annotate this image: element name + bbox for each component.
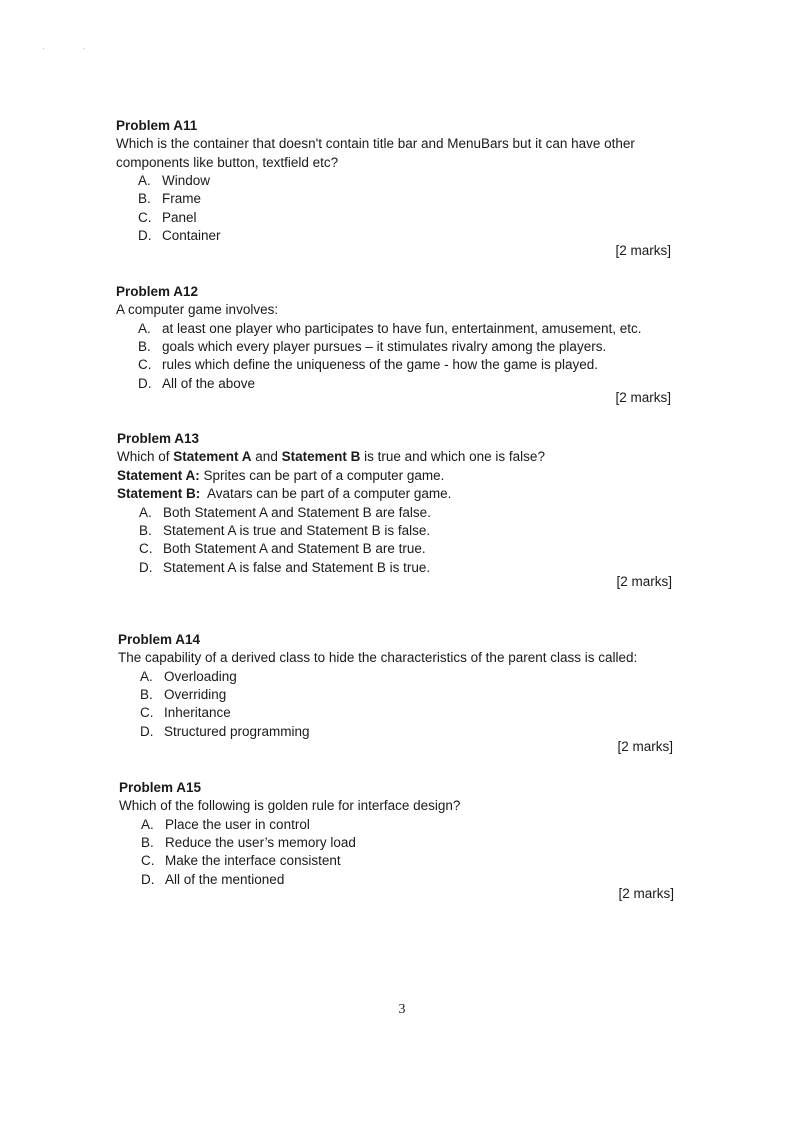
question-text: Which is the container that doesn't contain title bar and MenuBars but it can have other [116, 136, 635, 151]
problem-title: Problem A11 [116, 118, 198, 133]
option-item [139, 540, 677, 558]
option-letter: C. [140, 705, 154, 721]
question-mid: and [251, 449, 282, 464]
option-letter: D. [139, 559, 153, 575]
option-letter: D. [138, 375, 152, 391]
option-text: Panel [162, 209, 197, 225]
option-item [138, 172, 676, 190]
option-item [141, 834, 679, 852]
option-text: goals which every player pursues – it stimulates rivalry among the players. [162, 338, 607, 354]
statement-b [117, 485, 677, 504]
option-letter: B. [141, 834, 154, 850]
statement-text: Sprites can be part of a computer game. [199, 467, 445, 483]
question-suffix: is true and which one is false? [360, 449, 545, 464]
problem-a13 [117, 430, 677, 577]
option-text: Make the interface consistent [165, 853, 341, 869]
question-prefix: Which of [117, 449, 174, 464]
problem-a11 [116, 117, 676, 246]
option-item [141, 816, 679, 834]
scan-specks: ·· [42, 44, 124, 53]
problem-title: Problem A15 [119, 780, 202, 795]
option-text: Reduce the user’s memory load [165, 834, 356, 850]
statement-label: Statement A: [117, 467, 200, 483]
problem-title: Problem A12 [116, 284, 199, 299]
page-number: 3 [398, 1002, 406, 1017]
problem-a15 [119, 779, 679, 889]
question-text: The capability of a derived class to hide the characteristics of the parent class is called: [118, 650, 638, 665]
problem-a12 [116, 283, 696, 393]
option-letter: A. [138, 173, 151, 188]
statement-label: Statement B: [117, 486, 201, 501]
option-text: Statement A is true and Statement B is false. [163, 522, 431, 538]
option-letter: C. [138, 209, 152, 225]
option-text: Structured programming [164, 723, 310, 739]
option-text: Both Statement A and Statement B are false. [163, 504, 431, 520]
option-letter: A. [138, 320, 151, 336]
option-text: Frame [162, 191, 202, 207]
question-text: components like button, textfield etc? [116, 154, 339, 170]
marks-label: [2 marks] [617, 739, 673, 754]
option-item [140, 686, 698, 704]
option-letter: A. [140, 668, 153, 684]
option-item [139, 522, 677, 540]
marks-label: [2 marks] [616, 574, 672, 589]
option-letter: C. [139, 541, 153, 557]
marks-label: [2 marks] [618, 886, 674, 901]
option-item [141, 852, 679, 870]
option-text: Place the user in control [165, 816, 310, 832]
question-text [117, 448, 677, 467]
option-item [138, 209, 676, 227]
options-list [116, 172, 676, 246]
statement-b-ref: Statement B [281, 449, 361, 464]
option-text: Container [162, 228, 221, 244]
option-letter: B. [138, 338, 151, 354]
option-text: Overloading [164, 668, 237, 684]
statement-a [117, 467, 677, 486]
options-list [117, 504, 677, 578]
option-text: Overriding [164, 686, 227, 702]
option-text: Window [162, 173, 211, 188]
option-letter: D. [141, 871, 155, 887]
option-item [138, 190, 676, 208]
marks-label: [2 marks] [615, 390, 671, 405]
option-letter: A. [139, 504, 152, 520]
problem-title: Problem A14 [118, 632, 201, 647]
option-letter: C. [141, 853, 155, 869]
problem-a14 [118, 631, 698, 741]
options-list [118, 668, 698, 742]
option-item [140, 704, 698, 722]
option-letter: B. [139, 522, 152, 538]
option-item [138, 320, 696, 338]
option-text: Both Statement A and Statement B are true. [163, 541, 426, 557]
option-letter: B. [140, 686, 153, 702]
option-text: Statement A is false and Statement B is true. [163, 559, 431, 575]
option-text: All of the mentioned [165, 871, 285, 887]
problem-title: Problem A13 [117, 431, 200, 446]
option-item [140, 668, 698, 686]
options-list [119, 816, 679, 890]
option-letter: A. [141, 816, 154, 832]
marks-label: [2 marks] [615, 243, 671, 258]
option-text: Inheritance [164, 705, 231, 721]
option-text: All of the above [162, 375, 256, 391]
question-text: A computer game involves: [116, 302, 279, 317]
option-text: at least one player who participates to have fun, entertainment, amusement, etc. [162, 320, 642, 336]
option-text: rules which define the uniqueness of the game - how the game is played. [162, 357, 599, 373]
option-letter: D. [140, 723, 154, 739]
statement-text: Avatars can be part of a computer game. [200, 486, 452, 501]
option-item [139, 504, 677, 522]
option-item [138, 338, 696, 356]
option-letter: B. [138, 191, 151, 207]
option-letter: D. [138, 228, 152, 244]
options-list [116, 320, 696, 394]
statement-a-ref: Statement A [173, 449, 252, 464]
option-letter: C. [138, 357, 152, 373]
question-text: Which of the following is golden rule for interface design? [119, 798, 461, 813]
option-item [138, 356, 696, 374]
